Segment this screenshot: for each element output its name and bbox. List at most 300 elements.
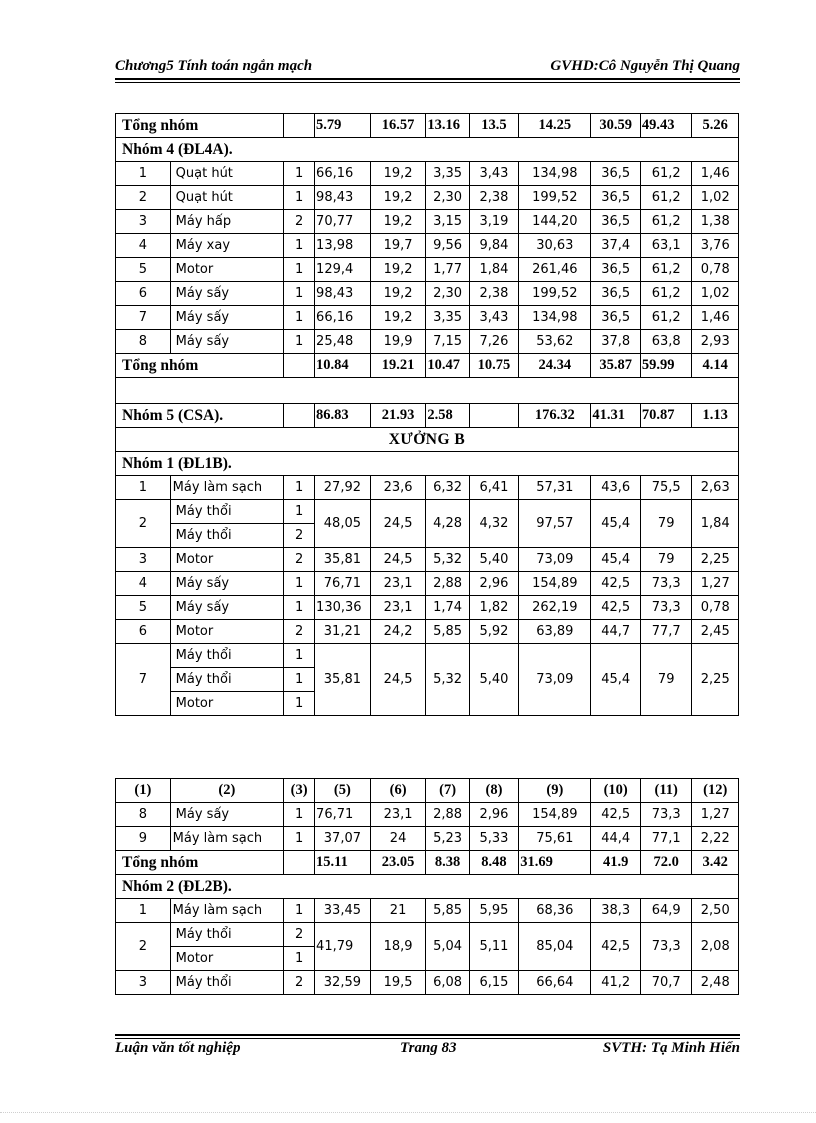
table-cell: 1,02 bbox=[692, 186, 739, 210]
table-cell: Tổng nhóm bbox=[116, 851, 284, 875]
table-cell: 53,62 bbox=[519, 330, 591, 354]
table-cell bbox=[284, 114, 315, 138]
table-cell: 2,25 bbox=[692, 644, 739, 716]
page-header bbox=[115, 56, 740, 78]
table-cell: 32,59 bbox=[315, 971, 371, 995]
table-cell: 1,46 bbox=[692, 306, 739, 330]
table-cell: 73,3 bbox=[640, 596, 692, 620]
table-cell: 1 bbox=[284, 330, 315, 354]
table-cell: 2,88 bbox=[426, 803, 469, 827]
table-row-total-group bbox=[116, 114, 739, 138]
table-cell: (12) bbox=[692, 779, 739, 803]
table-cell: 2,93 bbox=[692, 330, 739, 354]
table-cell: 73,3 bbox=[640, 923, 692, 971]
table-cell: 25,48 bbox=[315, 330, 371, 354]
table-cell: 44,7 bbox=[591, 620, 641, 644]
table-cell: 63,8 bbox=[640, 330, 692, 354]
table-cell: 134,98 bbox=[519, 162, 591, 186]
table-cell: (7) bbox=[426, 779, 469, 803]
table-cell: 3,35 bbox=[426, 306, 469, 330]
table-cell: 1,84 bbox=[469, 258, 519, 282]
table-cell: Máy sấy bbox=[170, 596, 283, 620]
table-cell: 7,15 bbox=[426, 330, 469, 354]
page-edge bbox=[0, 1112, 816, 1113]
table-cell: 1 bbox=[284, 162, 315, 186]
group-1b-title: Nhóm 1 (ĐL1B). bbox=[116, 452, 739, 476]
table-cell: 13,98 bbox=[315, 234, 371, 258]
table-cell: 19,2 bbox=[370, 162, 426, 186]
table-cell: 19,2 bbox=[370, 186, 426, 210]
table-cell: (10) bbox=[591, 779, 641, 803]
table-cell: 63,89 bbox=[519, 620, 591, 644]
table-cell: (6) bbox=[370, 779, 426, 803]
table-cell: 5,33 bbox=[469, 827, 519, 851]
group-2b-title: Nhóm 2 (ĐL2B). bbox=[116, 875, 739, 899]
table-cell: 68,36 bbox=[519, 899, 591, 923]
table-cell: 1,38 bbox=[692, 210, 739, 234]
table-row bbox=[116, 306, 739, 330]
table-row bbox=[116, 596, 739, 620]
table-cell: 2,48 bbox=[692, 971, 739, 995]
footer-rule-thin bbox=[115, 1038, 740, 1039]
table-cell: 4,32 bbox=[469, 500, 519, 548]
table-cell: 70.87 bbox=[640, 404, 692, 428]
table-cell: 261,46 bbox=[519, 258, 591, 282]
table-cell: 5,23 bbox=[426, 827, 469, 851]
table-cell: 4 bbox=[116, 234, 171, 258]
table-cell: Máy sấy bbox=[170, 803, 283, 827]
table-cell: 1 bbox=[284, 306, 315, 330]
table-cell: 19,2 bbox=[370, 210, 426, 234]
table-cell: 76,71 bbox=[315, 572, 371, 596]
table-cell: 31,21 bbox=[315, 620, 371, 644]
table-cell: 59.99 bbox=[640, 354, 692, 378]
table-row bbox=[116, 827, 739, 851]
table-cell: Máy làm sạch bbox=[170, 899, 283, 923]
table-cell: 13.5 bbox=[469, 114, 519, 138]
table-cell: 3,35 bbox=[426, 162, 469, 186]
table-cell: 24.34 bbox=[519, 354, 591, 378]
table-cell: 1,74 bbox=[426, 596, 469, 620]
table-row bbox=[116, 330, 739, 354]
table-cell: (9) bbox=[519, 779, 591, 803]
table-cell: 5,92 bbox=[469, 620, 519, 644]
table-cell: 75,61 bbox=[519, 827, 591, 851]
table-cell: 2 bbox=[116, 186, 171, 210]
table-cell: 33,45 bbox=[315, 899, 371, 923]
table-cell: 77,7 bbox=[640, 620, 692, 644]
table-cell: 61,2 bbox=[640, 258, 692, 282]
table-cell: 1 bbox=[284, 668, 315, 692]
table-cell: 5 bbox=[116, 596, 171, 620]
table-cell: 85,04 bbox=[519, 923, 591, 971]
table-cell: 36,5 bbox=[591, 258, 641, 282]
table-cell: 7,26 bbox=[469, 330, 519, 354]
footer-rule bbox=[115, 1034, 740, 1036]
table-cell: 61,2 bbox=[640, 162, 692, 186]
table-cell: 79 bbox=[640, 644, 692, 716]
table-cell: 98,43 bbox=[315, 186, 371, 210]
table-cell: 97,57 bbox=[519, 500, 591, 548]
table-cell bbox=[284, 404, 315, 428]
table-cell: 3,15 bbox=[426, 210, 469, 234]
table-cell: 8.38 bbox=[426, 851, 469, 875]
group-title-row bbox=[116, 875, 739, 899]
table-cell: 86.83 bbox=[315, 404, 371, 428]
table-row-group-5 bbox=[116, 404, 739, 428]
table-cell: 1 bbox=[284, 803, 315, 827]
table-cell: 4 bbox=[116, 572, 171, 596]
table-cell: Máy xay bbox=[170, 234, 283, 258]
group-4-title: Nhóm 4 (ĐL4A). bbox=[116, 138, 739, 162]
table-cell: 5.79 bbox=[315, 114, 371, 138]
table-row bbox=[116, 282, 739, 306]
table-cell: 64,9 bbox=[640, 899, 692, 923]
table-cell: Máy sấy bbox=[170, 572, 283, 596]
table-cell: 61,2 bbox=[640, 306, 692, 330]
table-cell: 3,43 bbox=[469, 162, 519, 186]
table-cell: Tổng nhóm bbox=[116, 354, 284, 378]
table-cell: 6,32 bbox=[426, 476, 469, 500]
table-cell: 24,5 bbox=[370, 548, 426, 572]
table-cell: 1,27 bbox=[692, 803, 739, 827]
table-cell: Máy thổi bbox=[170, 668, 283, 692]
table-cell: 6 bbox=[116, 620, 171, 644]
table-cell: 19,2 bbox=[370, 306, 426, 330]
table-cell: 6,15 bbox=[469, 971, 519, 995]
short-circuit-table-2 bbox=[115, 778, 739, 995]
table-cell: 9,84 bbox=[469, 234, 519, 258]
table-cell: 1 bbox=[284, 692, 315, 716]
table-cell: 5,32 bbox=[426, 548, 469, 572]
header-rule bbox=[115, 78, 740, 80]
table-cell: 77,1 bbox=[640, 827, 692, 851]
short-circuit-table-1 bbox=[115, 113, 739, 716]
table-cell: 66,64 bbox=[519, 971, 591, 995]
table-cell: 1 bbox=[284, 827, 315, 851]
table-row-merged bbox=[116, 644, 739, 668]
table-cell: 37,4 bbox=[591, 234, 641, 258]
section-title-row bbox=[116, 428, 739, 452]
table-cell: Máy thổi bbox=[170, 500, 283, 524]
table-cell: 19,2 bbox=[370, 258, 426, 282]
table-cell: 3 bbox=[116, 210, 171, 234]
table-cell: 1,82 bbox=[469, 596, 519, 620]
table-row bbox=[116, 572, 739, 596]
table-cell: 36,5 bbox=[591, 306, 641, 330]
table-row bbox=[116, 548, 739, 572]
table-cell: 2,63 bbox=[692, 476, 739, 500]
table-row bbox=[116, 234, 739, 258]
table-cell: 36,5 bbox=[591, 186, 641, 210]
table-cell: 66,16 bbox=[315, 162, 371, 186]
table-cell: 1,84 bbox=[692, 500, 739, 548]
table-cell: 1,02 bbox=[692, 282, 739, 306]
table-cell: 73,3 bbox=[640, 572, 692, 596]
table-cell: 31.69 bbox=[519, 851, 591, 875]
table-cell: 134,98 bbox=[519, 306, 591, 330]
header-advisor: GVHD:Cô Nguyễn Thị Quang bbox=[550, 58, 740, 74]
table-cell: 176.32 bbox=[519, 404, 591, 428]
table-row bbox=[116, 210, 739, 234]
table-cell: 48,05 bbox=[315, 500, 371, 548]
table-cell: 2,50 bbox=[692, 899, 739, 923]
table-cell: 2,96 bbox=[469, 572, 519, 596]
table-cell: 21 bbox=[370, 899, 426, 923]
table-cell: 9,56 bbox=[426, 234, 469, 258]
table-cell: 1 bbox=[284, 899, 315, 923]
table-cell: 5,32 bbox=[426, 644, 469, 716]
table-cell: 45,4 bbox=[591, 548, 641, 572]
table-cell: 13.16 bbox=[426, 114, 469, 138]
table-cell: 1,46 bbox=[692, 162, 739, 186]
table-cell: 45,4 bbox=[591, 644, 641, 716]
table-cell: 8 bbox=[116, 330, 171, 354]
table-cell: (1) bbox=[116, 779, 171, 803]
table-cell: 1.13 bbox=[692, 404, 739, 428]
table-cell: 10.75 bbox=[469, 354, 519, 378]
table-cell: 144,20 bbox=[519, 210, 591, 234]
table-cell: 2 bbox=[284, 548, 315, 572]
table-cell: 2,45 bbox=[692, 620, 739, 644]
table-cell: Máy thổi bbox=[170, 524, 283, 548]
table-cell: 5 bbox=[116, 258, 171, 282]
table-cell: 2,30 bbox=[426, 186, 469, 210]
table-cell: 5,85 bbox=[426, 620, 469, 644]
table-cell: 4.14 bbox=[692, 354, 739, 378]
table-cell: 9 bbox=[116, 827, 171, 851]
table-cell: 35,81 bbox=[315, 644, 371, 716]
table-cell: 16.57 bbox=[370, 114, 426, 138]
table-cell: 154,89 bbox=[519, 572, 591, 596]
table-cell: 2,96 bbox=[469, 803, 519, 827]
table-cell: 1 bbox=[284, 596, 315, 620]
table-cell: 45,4 bbox=[591, 500, 641, 548]
table-cell: 15.11 bbox=[315, 851, 371, 875]
table-cell: 42,5 bbox=[591, 572, 641, 596]
table-cell: 30,63 bbox=[519, 234, 591, 258]
table-cell: 27,92 bbox=[315, 476, 371, 500]
table-row bbox=[116, 899, 739, 923]
table-cell: 70,7 bbox=[640, 971, 692, 995]
table-cell: 3 bbox=[116, 971, 171, 995]
table-cell: 2,38 bbox=[469, 186, 519, 210]
table-cell: 24,2 bbox=[370, 620, 426, 644]
table-cell: 19.21 bbox=[370, 354, 426, 378]
table-cell: 36,5 bbox=[591, 210, 641, 234]
table-cell: 61,2 bbox=[640, 282, 692, 306]
table-cell: Quạt hút bbox=[170, 186, 283, 210]
table-cell: 2,22 bbox=[692, 827, 739, 851]
table-cell: 1 bbox=[284, 500, 315, 524]
table-cell: 41.31 bbox=[591, 404, 641, 428]
table-cell: 199,52 bbox=[519, 282, 591, 306]
table-cell: 7 bbox=[116, 306, 171, 330]
table-cell: 41.9 bbox=[591, 851, 641, 875]
table-cell: 2 bbox=[284, 620, 315, 644]
table-cell: 30.59 bbox=[591, 114, 641, 138]
blank-row bbox=[116, 378, 739, 404]
table-cell: 8.48 bbox=[469, 851, 519, 875]
table-cell: 37,8 bbox=[591, 330, 641, 354]
table-cell: 61,2 bbox=[640, 186, 692, 210]
table-cell: Máy thổi bbox=[170, 644, 283, 668]
table-cell: 3,76 bbox=[692, 234, 739, 258]
table-row bbox=[116, 258, 739, 282]
table-cell: 70,77 bbox=[315, 210, 371, 234]
table-cell: 23,1 bbox=[370, 572, 426, 596]
table-cell: 129,4 bbox=[315, 258, 371, 282]
table-cell: 10.84 bbox=[315, 354, 371, 378]
table-cell: 18,9 bbox=[370, 923, 426, 971]
table-cell: 23,1 bbox=[370, 803, 426, 827]
table-cell: 8 bbox=[116, 803, 171, 827]
table-cell: 0,78 bbox=[692, 258, 739, 282]
table-cell: 36,5 bbox=[591, 282, 641, 306]
table-cell: 76,71 bbox=[315, 803, 371, 827]
table-cell bbox=[284, 354, 315, 378]
table-cell: 1 bbox=[284, 234, 315, 258]
table-cell: 36,5 bbox=[591, 162, 641, 186]
table-cell: Máy thổi bbox=[170, 971, 283, 995]
table-cell: 1 bbox=[116, 162, 171, 186]
total-label: Tổng nhóm bbox=[116, 114, 284, 138]
table-cell bbox=[284, 851, 315, 875]
table-cell: 35,81 bbox=[315, 548, 371, 572]
table-cell: 57,31 bbox=[519, 476, 591, 500]
table-cell: (8) bbox=[469, 779, 519, 803]
table-cell: 73,09 bbox=[519, 644, 591, 716]
table-cell: 75,5 bbox=[640, 476, 692, 500]
table-cell: 1 bbox=[284, 258, 315, 282]
table-cell: 73,3 bbox=[640, 803, 692, 827]
table-cell: 1 bbox=[284, 572, 315, 596]
table-cell: Quạt hút bbox=[170, 162, 283, 186]
footer-student: SVTH: Tạ Minh Hiển bbox=[602, 1040, 740, 1056]
table-cell: 42,5 bbox=[591, 803, 641, 827]
table-cell: 49.43 bbox=[640, 114, 692, 138]
table-cell: Máy làm sạch bbox=[170, 476, 283, 500]
group-title-row bbox=[116, 452, 739, 476]
table-cell: 5,95 bbox=[469, 899, 519, 923]
table-cell: 19,9 bbox=[370, 330, 426, 354]
table-cell: 37,07 bbox=[315, 827, 371, 851]
table-cell: 38,3 bbox=[591, 899, 641, 923]
table-row-merged bbox=[116, 500, 739, 524]
table-cell: 2,38 bbox=[469, 282, 519, 306]
table-row-merged bbox=[116, 923, 739, 947]
table-cell: 24,5 bbox=[370, 644, 426, 716]
table-cell: Máy sấy bbox=[170, 306, 283, 330]
table-cell: 79 bbox=[640, 500, 692, 548]
table-cell: 2 bbox=[284, 923, 315, 947]
table-row bbox=[116, 971, 739, 995]
table-row bbox=[116, 476, 739, 500]
table-cell: 14.25 bbox=[519, 114, 591, 138]
table-cell: 2 bbox=[284, 210, 315, 234]
table-cell: 41,79 bbox=[315, 923, 371, 971]
table-cell: 23,6 bbox=[370, 476, 426, 500]
table-cell: 3,19 bbox=[469, 210, 519, 234]
table-cell: 43,6 bbox=[591, 476, 641, 500]
header-rule-thin bbox=[115, 82, 740, 83]
table-cell: Motor bbox=[170, 620, 283, 644]
footer-thesis: Luận văn tốt nghiệp bbox=[115, 1040, 241, 1056]
table-cell: 41,2 bbox=[591, 971, 641, 995]
table-cell: 2,08 bbox=[692, 923, 739, 971]
table-cell: (5) bbox=[315, 779, 371, 803]
table-cell: 61,2 bbox=[640, 210, 692, 234]
table-cell: Motor bbox=[170, 947, 283, 971]
column-header-row bbox=[116, 779, 739, 803]
table-cell: 79 bbox=[640, 548, 692, 572]
table-cell: 98,43 bbox=[315, 282, 371, 306]
table-cell: 72.0 bbox=[640, 851, 692, 875]
header-chapter: Chương5 Tính toán ngắn mạch bbox=[115, 58, 313, 74]
table-cell: 63,1 bbox=[640, 234, 692, 258]
table-row bbox=[116, 162, 739, 186]
table-cell: Motor bbox=[170, 548, 283, 572]
table-cell: 2 bbox=[284, 524, 315, 548]
table-cell: 5.26 bbox=[692, 114, 739, 138]
table-cell: 1,77 bbox=[426, 258, 469, 282]
table-cell: Nhóm 5 (CSA). bbox=[116, 404, 284, 428]
table-cell: 73,09 bbox=[519, 548, 591, 572]
table-cell: 5,85 bbox=[426, 899, 469, 923]
table-cell: 1 bbox=[284, 476, 315, 500]
table-cell: 1 bbox=[116, 899, 171, 923]
table-cell: 2 bbox=[116, 500, 171, 548]
table-cell: 2,88 bbox=[426, 572, 469, 596]
table-cell: 130,36 bbox=[315, 596, 371, 620]
table-cell: 1 bbox=[116, 476, 171, 500]
table-cell: Máy thổi bbox=[170, 923, 283, 947]
table-cell: 5,11 bbox=[469, 923, 519, 971]
table-cell: 1 bbox=[284, 186, 315, 210]
table-cell: 2,30 bbox=[426, 282, 469, 306]
table-cell: 3.42 bbox=[692, 851, 739, 875]
table-cell: Motor bbox=[170, 258, 283, 282]
table-cell: 3,43 bbox=[469, 306, 519, 330]
table-cell: 5,04 bbox=[426, 923, 469, 971]
table-cell: Máy sấy bbox=[170, 282, 283, 306]
table-cell: 4,28 bbox=[426, 500, 469, 548]
page-footer bbox=[115, 1040, 740, 1060]
table-cell: 42,5 bbox=[591, 596, 641, 620]
table-cell: 21.93 bbox=[370, 404, 426, 428]
table-cell: 1 bbox=[284, 947, 315, 971]
table-cell: Motor bbox=[170, 692, 283, 716]
table-row-total-group bbox=[116, 354, 739, 378]
table-cell: 154,89 bbox=[519, 803, 591, 827]
table-cell: 1 bbox=[284, 282, 315, 306]
table-cell: 35.87 bbox=[591, 354, 641, 378]
table-cell: 5,40 bbox=[469, 548, 519, 572]
table-cell: 10.47 bbox=[426, 354, 469, 378]
table-cell: 5,40 bbox=[469, 644, 519, 716]
table-cell: 6,08 bbox=[426, 971, 469, 995]
table-cell: 24,5 bbox=[370, 500, 426, 548]
table-cell: 7 bbox=[116, 644, 171, 716]
table-cell: 3 bbox=[116, 548, 171, 572]
table-cell: 19,5 bbox=[370, 971, 426, 995]
table-row-total-group bbox=[116, 851, 739, 875]
table-cell: (3) bbox=[284, 779, 315, 803]
table-cell: 23.05 bbox=[370, 851, 426, 875]
group-title-row bbox=[116, 138, 739, 162]
table-cell: 199,52 bbox=[519, 186, 591, 210]
table-cell: 2.58 bbox=[426, 404, 469, 428]
